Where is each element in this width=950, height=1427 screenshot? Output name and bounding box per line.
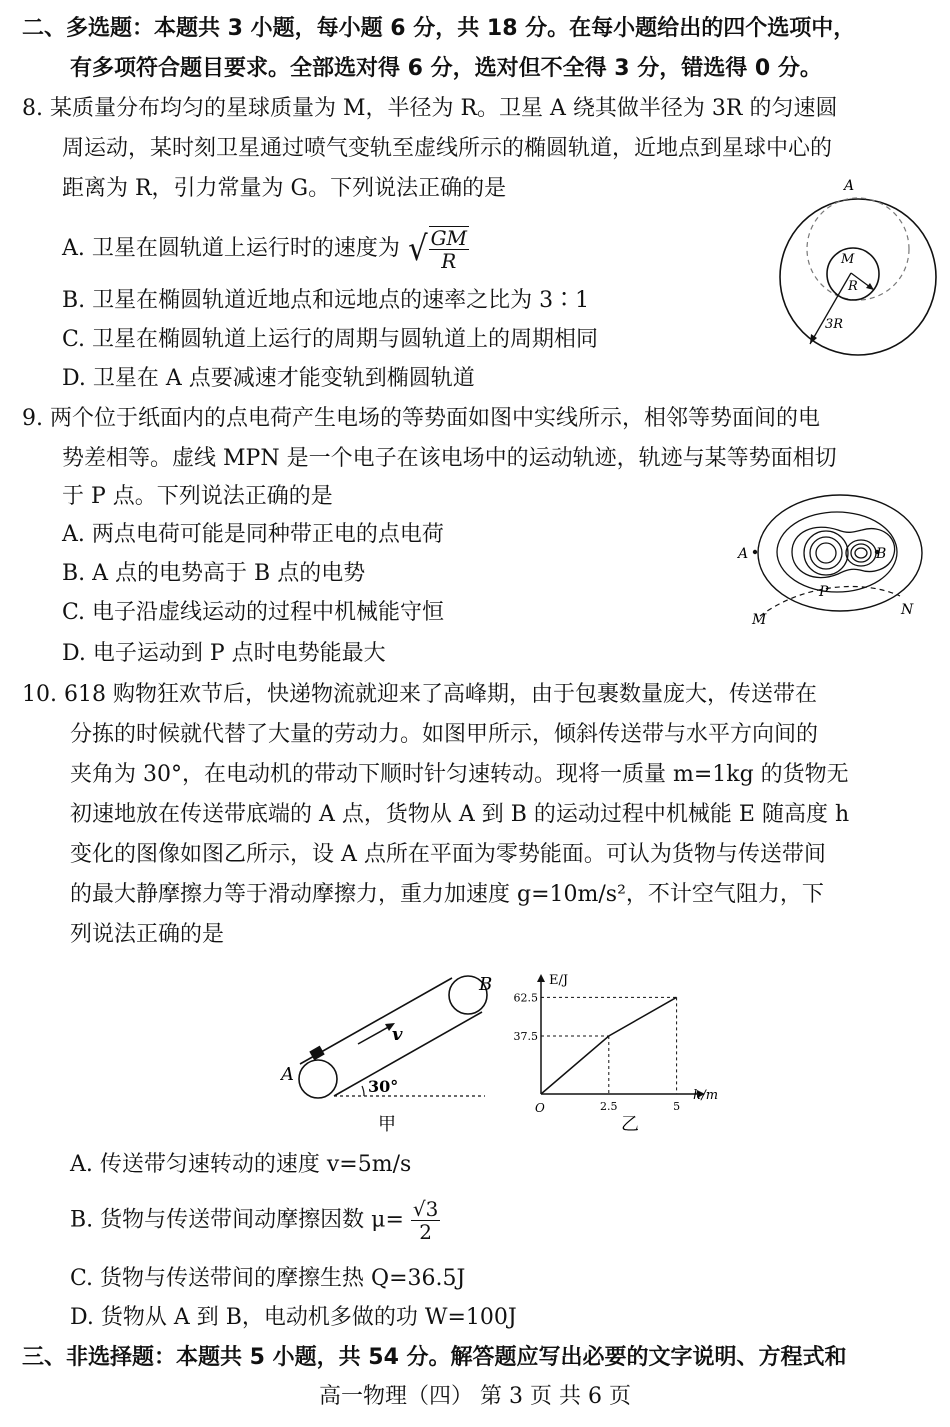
label-v: v [392, 1024, 403, 1045]
q10-stem-line4: 初速地放在传送带底端的 A 点，货物从 A 到 B 的运动过程中机械能 E 随高度 h [70, 802, 850, 827]
q9-stem-line2: 势差相等。虚线 MPN 是一个电子在该电场中的运动轨迹，轨迹与某等势面相切 [62, 446, 837, 471]
label-a: A [281, 1064, 294, 1085]
label-p: P [819, 584, 829, 600]
trajectory-mpn [760, 586, 900, 616]
q10-stem-line7: 列说法正确的是 [70, 922, 225, 947]
angle-arc [362, 1086, 364, 1096]
y-axis-arrowhead [537, 974, 545, 982]
section2-heading-line2: 有多项符合题目要求。全部选对得 6 分，选对但不全得 3 分，错选得 0 分。 [70, 56, 822, 81]
q10-stem-line3: 夹角为 30°，在电动机的带动下顺时针匀速转动。现将一质量 m=1kg 的货物无 [70, 762, 849, 787]
q8-stem-line1: 8. 某质量分布均匀的星球质量为 M，半径为 R。卫星 A 绕其做半径为 3R 的匀速圆 [22, 96, 838, 121]
fraction-root3-over-2 [411, 1198, 440, 1243]
label-mass-m: M [841, 252, 855, 267]
q10-option-a[interactable]: A. 传送带匀速转动的速度 v=5m/s [70, 1152, 412, 1177]
q8-option-a-numerator: GM [430, 226, 468, 250]
label-angle: 30° [368, 1077, 399, 1096]
q10-option-b[interactable] [70, 1198, 440, 1243]
energy-height-chart [505, 968, 735, 1138]
label-radius-3r: 3R [825, 317, 844, 332]
y-axis-label: E/J [549, 973, 569, 988]
radius-r-arrowhead [866, 283, 874, 290]
label-n: N [901, 602, 914, 618]
x-tick-label-2-5: 2.5 [600, 1100, 618, 1113]
q8-option-c[interactable]: C. 卫星在椭圆轨道上运行的周期与圆轨道上的周期相同 [62, 327, 599, 352]
conveyor-figure [280, 968, 500, 1138]
caption-jia: 甲 [378, 1114, 396, 1135]
charge1-ring3 [816, 543, 836, 563]
charge2-ring2 [851, 544, 871, 562]
label-point-a: A [844, 178, 855, 194]
q9-option-d[interactable]: D. 电子运动到 P 点时电势能最大 [62, 641, 386, 666]
label-m: M [752, 612, 767, 628]
caption-yi: 乙 [621, 1114, 639, 1135]
y-tick-label-37-5: 37.5 [513, 1030, 538, 1043]
q8-option-a[interactable] [62, 226, 469, 272]
radius-3r-arrow [810, 273, 851, 344]
q9-stem-line3: 于 P 点。下列说法正确的是 [62, 484, 333, 509]
q8-orbit-figure [778, 172, 938, 362]
page-footer: 高一物理（四） 第 3 页 共 6 页 [319, 1384, 631, 1409]
x-tick-label-5: 5 [673, 1100, 681, 1113]
q8-stem-line3: 距离为 R，引力常量为 G。下列说法正确的是 [62, 176, 507, 201]
q10-stem-line6: 的最大静摩擦力等于滑动摩擦力，重力加速度 g=10m/s²，不计空气阻力，下 [70, 882, 824, 907]
q9-option-a[interactable]: A. 两点电荷可能是同种带正电的点电荷 [62, 522, 444, 547]
charge2-ring3 [855, 548, 867, 558]
origin-label: O [535, 1101, 545, 1115]
section2-heading-line1: 二、多选题：本题共 3 小题，每小题 6 分，共 18 分。在每小题给出的四个选项中， [22, 16, 856, 41]
x-axis-label: h/m [693, 1088, 719, 1103]
q10-stem-line2: 分拣的时候就代替了大量的劳动力。如图甲所示，倾斜传送带与水平方向间的 [70, 722, 819, 747]
section3-heading-line1: 三、非选择题：本题共 5 小题，共 54 分。解答题应写出必要的文字说明、方程式和 [22, 1345, 847, 1370]
y-tick-label-62-5: 62.5 [513, 991, 538, 1005]
q8-option-d[interactable]: D. 卫星在 A 点要减速才能变轨到椭圆轨道 [62, 366, 475, 391]
q9-stem-line1: 9. 两个位于纸面内的点电荷产生电场的等势面如图中实线所示，相邻等势面间的电 [22, 406, 820, 431]
q10-stem-line1: 10. 618 购物狂欢节后，快递物流就迎来了高峰期，由于包裹数量庞大，传送带在 [22, 682, 817, 707]
q8-option-a-denominator: R [441, 249, 457, 273]
q10-option-b-text: B. 货物与传送带间动摩擦因数 μ= [70, 1207, 404, 1233]
label-a: A [738, 546, 749, 562]
q8-stem-line2: 周运动，某时刻卫星通过喷气变轨至虚线所示的椭圆轨道，近地点到星球中心的 [62, 136, 833, 161]
bottom-roller [299, 1060, 337, 1098]
q8-option-b[interactable]: B. 卫星在椭圆轨道近地点和远地点的速率之比为 3∶1 [62, 288, 590, 313]
charge1-ring2 [810, 537, 842, 569]
q10-option-d[interactable]: D. 货物从 A 到 B，电动机多做的功 W=100J [70, 1305, 517, 1330]
q10-option-c[interactable]: C. 货物与传送带间的摩擦生热 Q=36.5J [70, 1266, 466, 1291]
q8-option-a-text: A. 卫星在圆轨道上运行时的速度为 [62, 236, 400, 261]
label-b: B [876, 546, 887, 562]
q10-stem-line5: 变化的图像如图乙所示，设 A 点所在平面为零势能面。可认为货物与传送带间 [70, 842, 826, 867]
q10-option-b-denominator: 2 [419, 1220, 432, 1244]
q9-option-b[interactable]: B. A 点的电势高于 B 点的电势 [62, 561, 366, 586]
q9-equipotential-figure [730, 488, 930, 628]
circular-orbit [780, 199, 936, 355]
point-a-dot [753, 550, 757, 554]
belt-bottom-edge [334, 1012, 482, 1096]
q10-option-b-numerator: √3 [412, 1197, 439, 1221]
q9-option-c[interactable]: C. 电子沿虚线运动的过程中机械能守恒 [62, 600, 445, 625]
label-radius-r: R [848, 279, 858, 294]
sqrt-expression: √ $\frac{GM}{R}$ [407, 226, 468, 273]
label-b: B [479, 974, 493, 995]
